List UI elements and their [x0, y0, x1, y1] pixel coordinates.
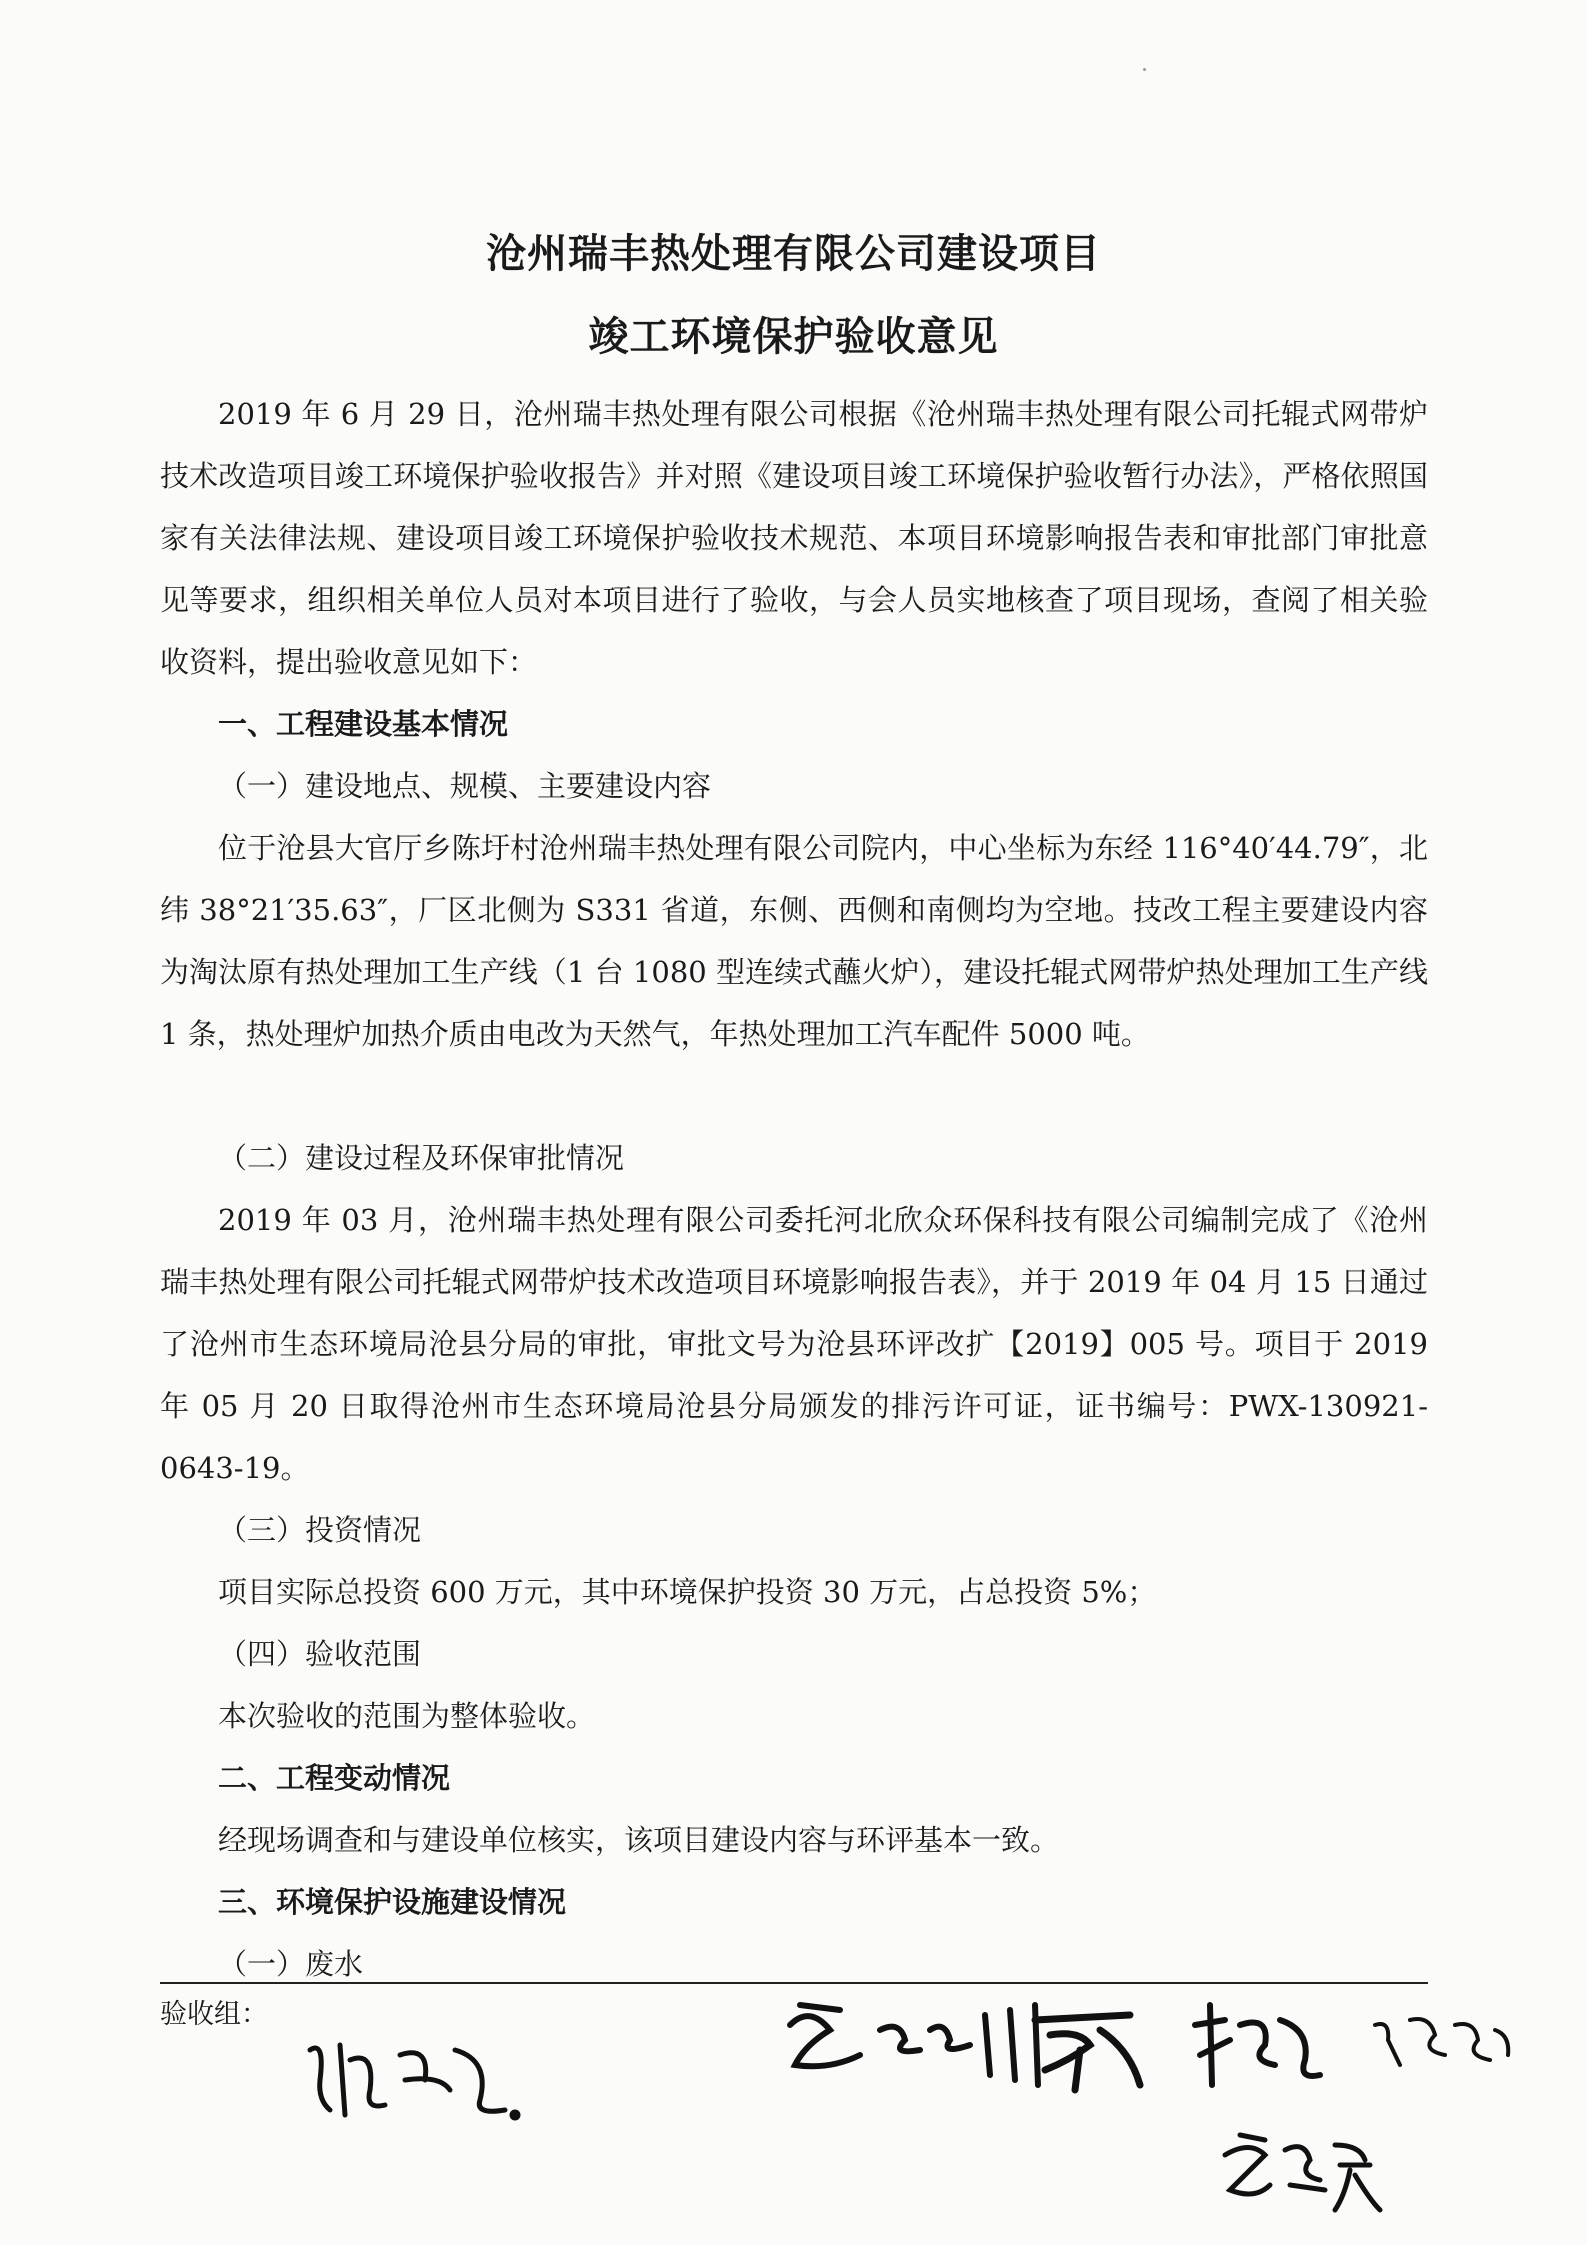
signature-6	[1210, 2115, 1390, 2225]
scan-speck	[1143, 68, 1146, 71]
section-heading-3: 三、环境保护设施建设情况	[218, 1885, 567, 1919]
paragraph-investment: 项目实际总投资 600 万元，其中环境保护投资 30 万元，占总投资 5%；	[218, 1575, 1157, 1609]
paragraph-approval: 2019 年 03 月，沧州瑞丰热处理有限公司委托河北欣众环保科技有限公司编制完成了《沧州瑞丰热处理有限公司托辊式网带炉技术改造项目环境影响报告表》，并于 2019 年 04 月 15 日通过了沧州市生态环境局沧县分局的审批，审批文号为沧县环评改扩【2019】005 号。项目于 2019 年 05 月 20 日取得沧州市生态环境局沧县分局颁发的排污许可证，证书编号：PWX-130921-0643-19。	[160, 1203, 1428, 1485]
paragraph-location: 位于沧县大官厅乡陈圩村沧州瑞丰热处理有限公司院内，中心坐标为东经 116°40′44.79″，北纬 38°21′35.63″，厂区北侧为 S331 省道，东侧、西侧和南侧均为空地。技改工程主要建设内容为淘汰原有热处理加工生产线（1 台 1080 型连续式蘸火炉），建设托辊式网带炉热处理加工生产线 1 条，热处理炉加热介质由电改为天然气，年热处理加工汽车配件 5000 吨。	[160, 831, 1428, 1051]
signature-4	[1180, 1990, 1330, 2100]
document-title-line2: 竣工环境保护验收意见	[588, 314, 999, 360]
subsection-heading-1-1: （一）建设地点、规模、主要建设内容	[218, 769, 712, 803]
paragraph-scope: 本次验收的范围为整体验收。	[218, 1699, 596, 1733]
paragraph-changes: 经现场调查和与建设单位核实，该项目建设内容与环评基本一致。	[218, 1823, 1060, 1857]
subsection-heading-1-2: （二）建设过程及环保审批情况	[218, 1141, 625, 1175]
acceptance-group-label: 验收组：	[160, 1999, 268, 2030]
document-title-line1: 沧州瑞丰热处理有限公司建设项目	[486, 231, 1101, 277]
signature-5	[1360, 1990, 1520, 2090]
section-heading-2: 二、工程变动情况	[218, 1761, 451, 1795]
signature-3	[1020, 1990, 1160, 2100]
section-heading-1: 一、工程建设基本情况	[218, 707, 509, 741]
footer-divider	[160, 1982, 1428, 1984]
intro-paragraph: 2019 年 6 月 29 日，沧州瑞丰热处理有限公司根据《沧州瑞丰热处理有限公司托辊式网带炉技术改造项目竣工环境保护验收报告》并对照《建设项目竣工环境保护验收暂行办法》，严格依照国家有关法律法规、建设项目竣工环境保护验收技术规范、本项目环境影响报告表和审批部门审批意见等要求，组织相关单位人员对本项目进行了验收，与会人员实地核查了项目现场，查阅了相关验收资料，提出验收意见如下：	[160, 397, 1428, 679]
subsection-heading-3-1: （一）废水	[218, 1947, 364, 1981]
signature-1	[290, 2020, 530, 2130]
subsection-heading-1-4: （四）验收范围	[218, 1637, 422, 1671]
subsection-heading-1-3: （三）投资情况	[218, 1513, 422, 1547]
